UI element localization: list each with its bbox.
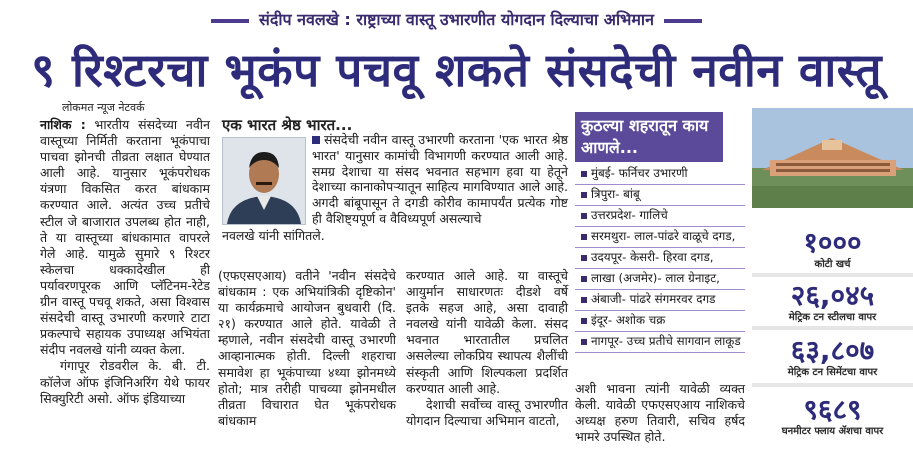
portrait-photo	[222, 137, 306, 225]
stat-value: १०००	[803, 226, 862, 259]
article-column-2: (एफएसएआय) वतीने 'नवीन संसदेचे बांधकाम : एक अभियांत्रिकी दृष्टिकोन' या कार्यक्रमाचे आयोजन बुधवारी (दि. २१) करण्यात आले होते. यावेळी ते म्हणाले, नवीन संसदेची वास्तू उभारणी आव्हानात्मक होती. दिल्ली शहराचा समावेश हा भूकंपाच्या ४थ्या झोनमध्ये होतो; मात्र तरीही पाचव्या झोनमधील तीव्रता विचारात घेत भूकंपरोधक बांधकाम	[218, 268, 396, 428]
article-column-4: अशी भावना त्यांनी यावेळी व्यक्त केली. यावेळी एफएसएआय नाशिकचे अध्यक्ष हरुण तिवारी, सचिव हर्षद भामरे उपस्थित होते.	[575, 381, 745, 445]
stat-cement	[752, 336, 913, 379]
divider	[752, 383, 913, 387]
headline: ९ रिश्टरचा भूकंप पचवू शकते संसदेची नवीन वास्तू	[31, 43, 882, 97]
box-text	[312, 132, 568, 227]
dateline: नाशिक :	[40, 117, 86, 132]
list-item: इंदूर- अशोक चक्र	[575, 311, 745, 332]
kicker-bar-right	[664, 19, 702, 23]
list-item: उत्तरप्रदेश- गालिचे	[575, 206, 745, 227]
divider	[752, 273, 913, 277]
article-col3-para2: देशाची सर्वोच्च वास्तू उभारणीत योगदान दिल्याचा अभिमान वाटतो,	[406, 396, 568, 428]
list-item: सरमथुरा- लाल-पांढरे वाळूचे दगड,	[575, 227, 745, 248]
article-col3-text: करण्यात आले आहे. या वास्तूचे आयुर्मान साधारणतः दीडशे वर्षे इतके सहज आहे, असा दावाही नवलखे यांनी यावेळी केला. संसद भवनात भारतातील प्रचलित असलेल्या लोकप्रिय स्थापत्य शैलींची संस्कृती आणि शिल्पकला प्रदर्शित करण्यात आली आहे.	[406, 268, 568, 396]
portrait-illustration	[223, 138, 305, 224]
article-col1-text: भारतीय संसदेच्या नवीन वास्तूच्या निर्मिती करताना भूकंपाचा पाचवा झोनची तीव्रता लक्षात घेण्यात आली आहे. यानुसार भूकंपरोधक यंत्रणा विकसित करत बांधकाम करण्यात आले. अत्यंत उच्च प्रतीचे स्टील जे बाजारात उपलब्ध होत नाही, ते या वास्तूच्या बांधकामात वापरले गेले आहे. यामुळे सुमारे ९ रिश्टर स्केलचा धक्कादेखील ही पर्यावरणपूरक आणि प्लॅटिनम-रेटेड ग्रीन वास्तू पचवू शकते, असा विश्वास संसदेची वास्तू उभारणी करणारे टाटा प्रकल्पाचे सहायक उपाध्यक्ष अभियंता संदीप नवलखे यांनी व्यक्त केला.	[40, 117, 210, 358]
stat-value: २६,०४५	[790, 279, 875, 312]
stat-label: घनमीटर फ्लाय ॲशचा वापर	[781, 426, 884, 437]
list-item: उदयपूर- केसरी- हिरवा दगड,	[575, 248, 745, 269]
divider	[752, 326, 913, 330]
kicker-line	[0, 8, 913, 30]
parliament-illustration	[752, 108, 913, 208]
box-text-body: संसदेची नवीन वास्तू उभारणी करताना 'एक भारत श्रेष्ठ भारत' यानुसार कामांची विभागणी करण्यात आली आहे. समग्र देशाचा या संसद भवनात सहभाग हवा या हेतूने देशाच्या कानाकोपऱ्यातून साहित्य मागविण्यात आले आहे. अगदी बांबूपासून ते दगडी कोरीव कामापर्यंत प्रत्येक गोष्ट ही वैशिष्ट्यपूर्ण व वैविध्यपूर्ण असल्याचे	[312, 132, 568, 226]
box-heading: एक भारत श्रेष्ठ भारत...	[222, 116, 353, 134]
list-item: लाखा (अजमेर)- लाल ग्रेनाइट,	[575, 269, 745, 290]
stat-value: ६३,८०७	[790, 334, 875, 367]
parliament-building-image	[752, 108, 913, 208]
list-item: त्रिपुरा- बांबू	[575, 185, 745, 206]
list-item: मुंबई- फर्निचर उभारणी	[575, 164, 745, 185]
stat-value: ९६८९	[803, 393, 862, 426]
stat-label: मेट्रिक टन स्टीलचा वापर	[788, 312, 877, 323]
stat-label: कोटी खर्च	[814, 259, 851, 270]
list-item: अंबाजी- पांढरे संगमरवर दगड	[575, 290, 745, 311]
bullet-square-icon	[312, 136, 320, 144]
stat-cost	[752, 228, 913, 271]
sidebar-title: कुठल्या शहरातून काय आणले...	[575, 112, 723, 162]
sidebar-list	[575, 164, 745, 353]
article-column-3	[406, 268, 568, 429]
article-column-1	[40, 117, 210, 407]
kicker-bar-left	[211, 19, 249, 23]
byline: लोकमत न्यूज नेटवर्क	[62, 101, 145, 114]
list-item: नागपूर- उच्च प्रतीचे सागवान लाकूड	[575, 332, 745, 353]
kicker-text: संदीप नवलखे : राष्ट्राच्या वास्तू उभारणीत योगदान दिल्याचा अभिमान	[259, 10, 654, 29]
stat-fly-ash	[752, 395, 913, 438]
stat-steel	[752, 281, 913, 324]
stat-label: मेट्रिक टन सिमेंटचा वापर	[787, 367, 878, 378]
article-col1-para2: गंगापूर रोडवरील के. बी. टी. कॉलेज ऑफ इंजिनिअरिंग येथे फायर सिक्युरिटी असो. ऑफ इंडियाच्या	[40, 358, 210, 406]
box-tail: नवलखे यांनी सांगितले.	[222, 228, 325, 243]
